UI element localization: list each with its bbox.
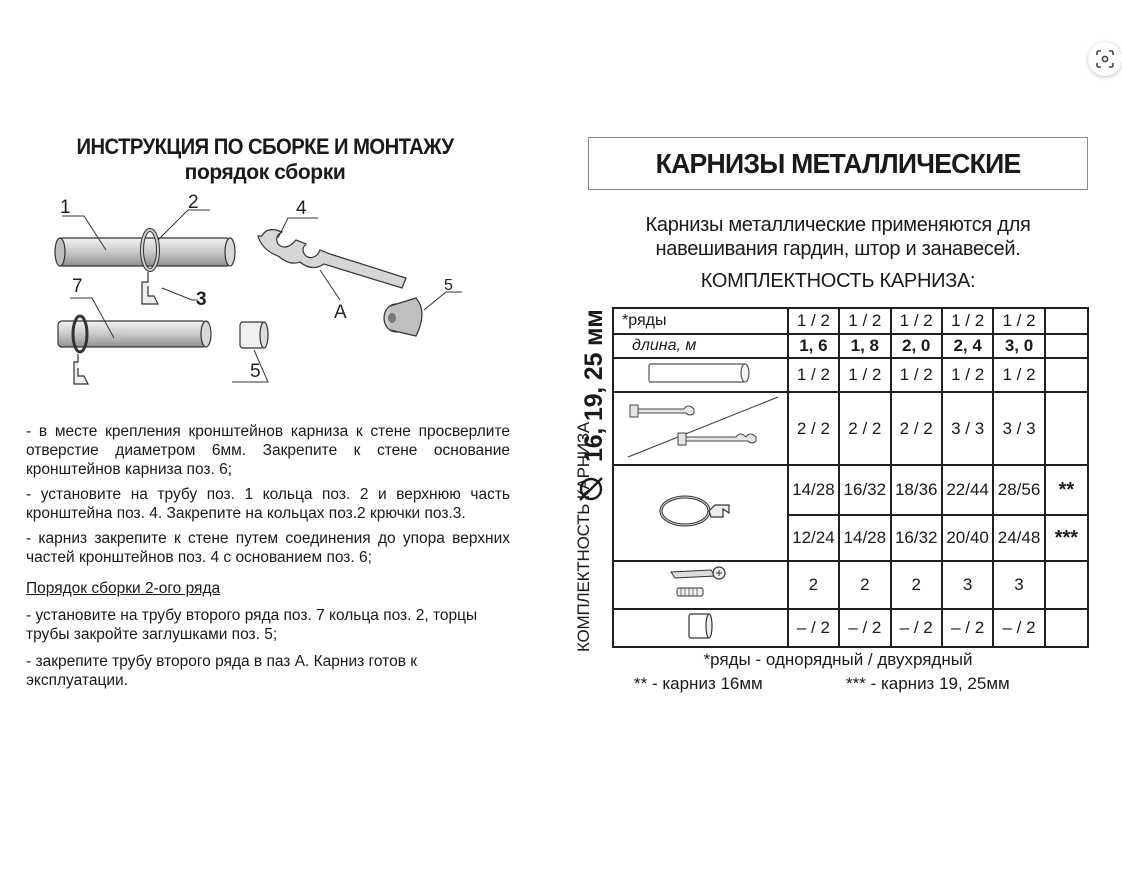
table-cell: 18/36	[891, 465, 942, 515]
bracket-icon-cell	[613, 392, 788, 465]
table-cell: 14/28	[839, 515, 890, 561]
diameter-sizes: 16, 19, 25 мм	[580, 309, 608, 462]
footnote-mark: ***	[1045, 515, 1088, 561]
product-description: Карнизы металлические применяются для навешивания гардин, штор и занавесей.	[645, 214, 1031, 260]
instruction-step: - закрепите трубу второго ряда в паз А. Карниз готов к эксплуатации.	[26, 653, 418, 689]
table-cell: 1 / 2	[788, 358, 839, 392]
product-title: КАРНИЗЫ МЕТАЛЛИЧЕСКИЕ	[655, 147, 1021, 179]
assembly-diagram	[50, 188, 470, 398]
screw-dowel-icon	[665, 564, 735, 602]
kit-vertical-label: КОМПЛЕКТНОСТЬ КАРНИЗА	[574, 421, 593, 652]
footnote-16mm: ** - карниз 16мм	[634, 674, 763, 693]
table-cell: 3 / 3	[942, 392, 993, 465]
table-cell: 2	[788, 561, 839, 609]
table-cell: 3, 0	[993, 334, 1044, 358]
table-cell: 2	[839, 561, 890, 609]
diagram-label: 5	[250, 361, 261, 382]
plug-part-5	[240, 322, 268, 348]
diagram-label: 2	[188, 192, 199, 213]
table-cell: 22/44	[942, 465, 993, 515]
table-cell: 2 / 2	[839, 392, 890, 465]
table-cell: 12/24	[788, 515, 839, 561]
endcap-part-5	[384, 298, 422, 336]
screw-icon-cell	[613, 561, 788, 609]
diagram-label: А	[334, 302, 347, 323]
pipe-icon	[645, 360, 755, 386]
instruction-title: ИНСТРУКЦИЯ ПО СБОРКЕ И МОНТАЖУ	[76, 134, 454, 159]
table-cell: 24/48	[993, 515, 1044, 561]
table-cell: 1 / 2	[891, 308, 942, 334]
table-cell: 1 / 2	[839, 308, 890, 334]
length-label: длина, м	[613, 334, 788, 358]
table-cell: 2	[891, 561, 942, 609]
footnote-rows: *ряды - однорядный / двухрядный	[703, 650, 973, 669]
table-cell: – / 2	[942, 609, 993, 647]
table-cell: 1, 8	[839, 334, 890, 358]
diameter-icon	[577, 475, 605, 503]
table-cell: 1 / 2	[942, 358, 993, 392]
diagram-label: 3	[196, 289, 207, 310]
bracket-part-4	[258, 230, 406, 288]
table-cell: 2, 4	[942, 334, 993, 358]
end-plug-icon	[685, 611, 715, 641]
instruction-step: - в месте крепления кронштейнов карниза к стене просверлите отверстие диаметром 6мм. Закрепите к стене основание кронштейнов карниза поз. 6;	[26, 423, 510, 478]
table-cell: 1 / 2	[891, 358, 942, 392]
table-cell: 2 / 2	[891, 392, 942, 465]
footnote-mark: **	[1045, 465, 1088, 515]
kit-table	[612, 307, 1089, 648]
table-cell: 3	[942, 561, 993, 609]
diagram-label: 7	[72, 276, 83, 297]
instruction-step: - установите на трубу второго ряда поз. 7 кольца поз. 2, торцы трубы закройте заглушками поз. 5;	[26, 607, 478, 643]
instruction-step: - карниз закрепите к стене путем соединения до упора верхних частей кронштейнов поз. 4 с основанием поз. 6;	[26, 530, 510, 566]
instruction-text	[26, 422, 510, 690]
table-cell: 20/40	[942, 515, 993, 561]
table-cell: – / 2	[891, 609, 942, 647]
table-cell: 2, 0	[891, 334, 942, 358]
table-cell: 16/32	[891, 515, 942, 561]
diagram-label: 5	[444, 277, 453, 294]
table-cell: 1 / 2	[993, 308, 1044, 334]
table-cell: 1, 6	[788, 334, 839, 358]
ring-icon-cell	[613, 465, 788, 561]
table-cell: 1 / 2	[993, 358, 1044, 392]
table-cell: – / 2	[993, 609, 1044, 647]
table-cell: 1 / 2	[839, 358, 890, 392]
table-cell: 1 / 2	[942, 308, 993, 334]
instruction-subtitle: порядок сборки	[184, 161, 346, 184]
ring-icon	[655, 489, 745, 533]
diagram-label: 1	[60, 197, 71, 218]
bracket-icon	[618, 393, 782, 459]
table-cell: 16/32	[839, 465, 890, 515]
table-cell: – / 2	[788, 609, 839, 647]
product-title-box	[588, 137, 1088, 190]
table-cell: 1 / 2	[788, 308, 839, 334]
visual-search-button[interactable]	[1088, 42, 1122, 76]
kit-heading: КОМПЛЕКТНОСТЬ КАРНИЗА:	[700, 270, 976, 292]
table-cell: 3 / 3	[993, 392, 1044, 465]
table-cell: 3	[993, 561, 1044, 609]
diagram-label: 4	[296, 198, 307, 219]
table-cell: 2 / 2	[788, 392, 839, 465]
pipe-part-7	[58, 316, 211, 384]
instruction-step: - установите на трубу поз. 1 кольца поз. 2 и верхнюю часть кронштейна поз. 4. Закрепите на кольцах поз.2 крючки поз.3.	[26, 486, 510, 522]
cap-icon-cell	[613, 609, 788, 647]
table-cell: 28/56	[993, 465, 1044, 515]
table-cell: 14/28	[788, 465, 839, 515]
footnote-19-25mm: *** - карниз 19, 25мм	[846, 674, 1010, 693]
second-row-heading: Порядок сборки 2-ого ряда	[26, 580, 221, 597]
lens-scan-icon	[1096, 50, 1114, 68]
rows-label: *ряды	[613, 308, 788, 334]
table-cell: – / 2	[839, 609, 890, 647]
pipe-icon-cell	[613, 358, 788, 392]
